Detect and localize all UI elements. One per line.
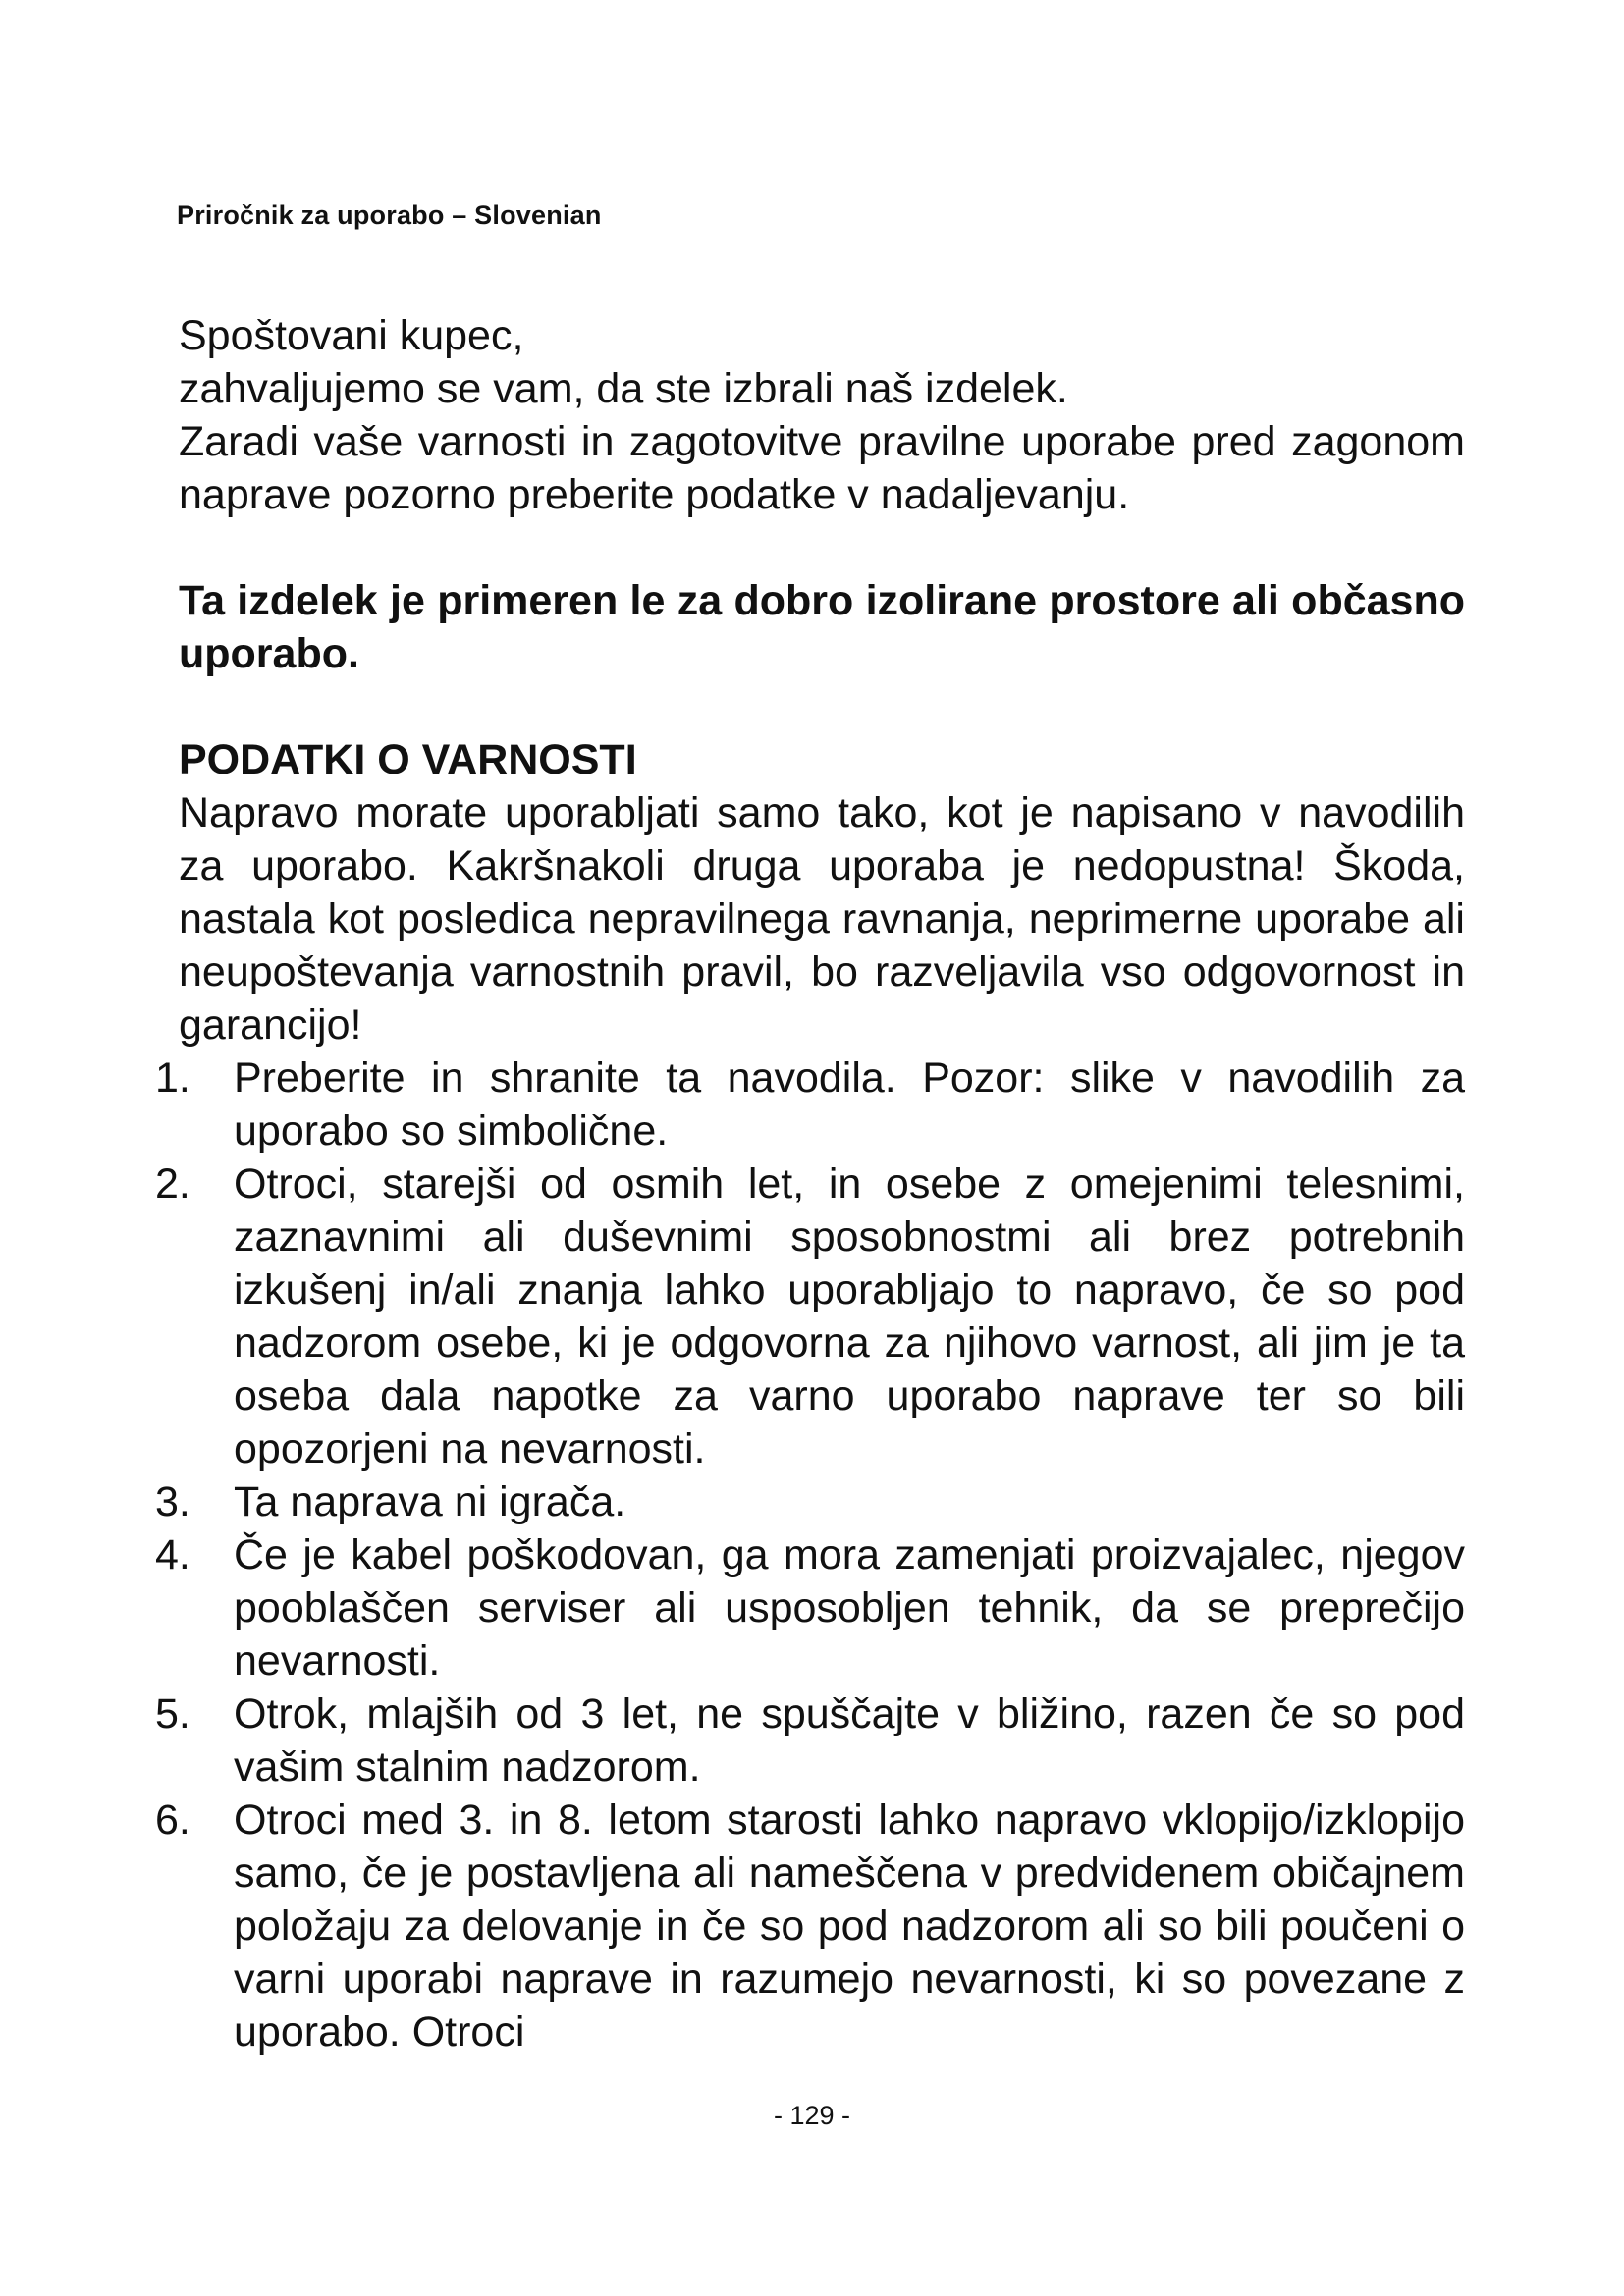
list-item-text: Ta naprava ni igrača. xyxy=(234,1478,626,1525)
page-header: Priročnik za uporabo – Slovenian xyxy=(177,200,602,230)
page-number: - 129 - xyxy=(773,2101,851,2130)
thanks-line: zahvaljujemo se vam, da ste izbrali naš izdelek. xyxy=(179,365,1068,412)
list-item-text: Otroci, starejši od osmih let, in osebe z omejenimi telesnimi, zaznavnimi ali duševnimi sposobnostmi ali brez potrebnih izkušenj in/ali znanja lahko uporabljajo to napravo, če so pod nadzorom osebe, ki je odgovorna za njihovo varnost, ali jim je ta oseba dala napotke za varno uporabo naprave ter so bili opozorjeni na nevarnosti. xyxy=(234,1160,1465,1472)
list-item-text: Otrok, mlajših od 3 let, ne spuščajte v bližino, razen če so pod vašim stalnim nadzorom. xyxy=(234,1690,1465,1790)
spacer xyxy=(179,680,1465,733)
page-content xyxy=(155,309,1465,2058)
list-item xyxy=(155,1793,1465,2058)
list-item-number: 1. xyxy=(155,1054,190,1101)
list-item-text: Če je kabel poškodovan, ga mora zamenjati proizvajalec, njegov pooblaščen serviser ali usposobljen tehnik, da se preprečijo nevarnosti. xyxy=(234,1531,1465,1684)
list-item-text: Otroci med 3. in 8. letom starosti lahko napravo vklopijo/izklopijo samo, če je postavljena ali nameščena v predvidenem običajnem položaju za delovanje in če so pod nadzorom ali so bili poučeni o varni uporabi naprave in razumejo nevarnosti, ki so povezane z uporabo. Otroci xyxy=(234,1796,1465,2056)
list-item xyxy=(155,1475,1465,1528)
list-item xyxy=(155,1051,1465,1157)
instructions-paragraph: Zaradi vaše varnosti in zagotovitve pravilne uporabe pred zagonom naprave pozorno preberite podatke v nadaljevanju. xyxy=(179,418,1465,518)
list-item xyxy=(155,1157,1465,1475)
list-item-number: 4. xyxy=(155,1531,190,1578)
greeting: Spoštovani kupec, xyxy=(179,312,524,359)
safety-list xyxy=(155,1051,1465,2058)
list-item xyxy=(155,1528,1465,1687)
safety-paragraph: Napravo morate uporabljati samo tako, kot je napisano v navodilih za uporabo. Kakršnakoli druga uporaba je nedopustna! Škoda, nastala kot posledica nepravilnega ravnanja, neprimerne uporabe ali neupoštevanja varnostnih pravil, bo razveljavila vso odgovornost in garancijo! xyxy=(179,789,1465,1048)
list-item-number: 3. xyxy=(155,1478,190,1525)
list-item-number: 6. xyxy=(155,1796,190,1843)
spacer xyxy=(179,521,1465,574)
usage-notice: Ta izdelek je primeren le za dobro izolirane prostore ali občasno uporabo. xyxy=(179,577,1465,677)
list-item-number: 2. xyxy=(155,1160,190,1207)
list-item-text: Preberite in shranite ta navodila. Pozor: slike v navodilih za uporabo so simbolične. xyxy=(234,1054,1465,1154)
safety-heading: PODATKI O VARNOSTI xyxy=(179,736,637,783)
list-item-number: 5. xyxy=(155,1690,190,1737)
list-item xyxy=(155,1687,1465,1793)
